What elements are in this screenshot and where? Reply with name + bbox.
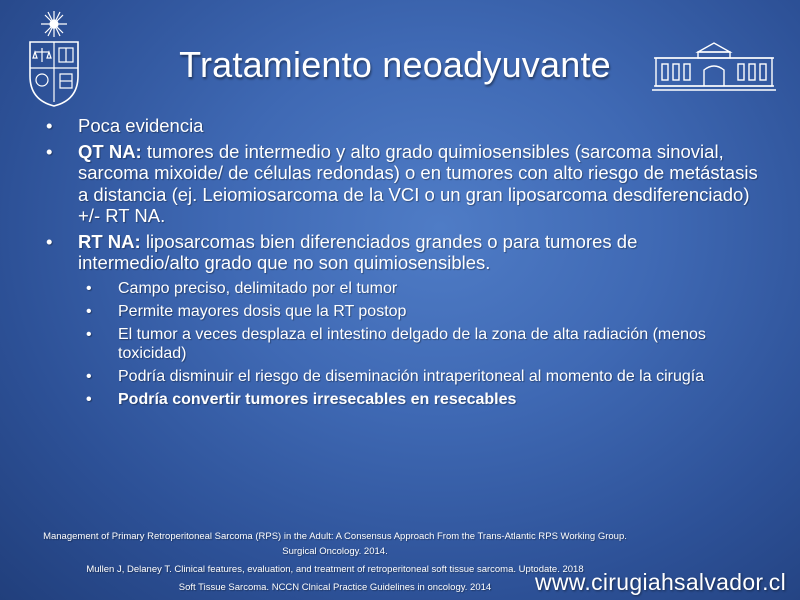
slide-title: Tratamiento neoadyuvante [179,44,611,85]
bullet-item [40,141,760,227]
sub-bullet-item: • Podría convertir tumores irresecables en resecables [78,390,760,409]
bullet-lead: RT NA: [78,230,141,252]
bullet-item [40,231,760,274]
sub-bullet-item: • Permite mayores dosis que la RT postop [78,302,760,321]
reference-item: Soft Tissue Sarcoma. NCCN Clnical Practice Guidelines in oncology. 2014 [178,582,492,593]
bullet-text: Poca evidencia [78,115,204,136]
bullet-text: liposarcomas bien diferenciados grandes o para tumores de intermedio/alto grado que no son quimiosensibles. [78,230,638,273]
reference-item: Management of Primary Retroperitoneal Sarcoma (RPS) in the Adult: A Consensus Approach From the Trans-Atlantic RPS Working Group. Surgical Oncology. 2014. [43,531,627,557]
sub-bullet-list [40,279,760,409]
bullet-text: tumores de intermedio y alto grado quimiosensibles (sarcoma sinovial, sarcoma mixoide/ de células redondas) o en tumores con alto riesgo de metástasis a distancia (ej. Leiomiosarcoma de la VCI o un gran liposarcoma desdiferenciado) +/- RT NA. [78,140,758,226]
sub-bullet-item: • Podría disminuir el riesgo de diseminación intraperitoneal al momento de la cirugía [78,367,760,386]
bullet-list [40,115,760,274]
website-url: www.cirugiahsalvador.cl [534,569,786,595]
sub-bullet-item: • Campo preciso, delimitado por el tumor [78,279,760,298]
bullet-item [40,115,760,137]
slide-content [40,115,760,413]
sub-bullet-item: • El tumor a veces desplaza el intestino delgado de la zona de alta radiación (menos toxicidad) [78,325,760,363]
reference-item: Mullen J, Delaney T. Clinical features, evaluation, and treatment of retroperitoneal soft tissue sarcoma. Uptodate. 2018 [86,564,584,575]
bullet-lead: QT NA: [78,140,142,162]
